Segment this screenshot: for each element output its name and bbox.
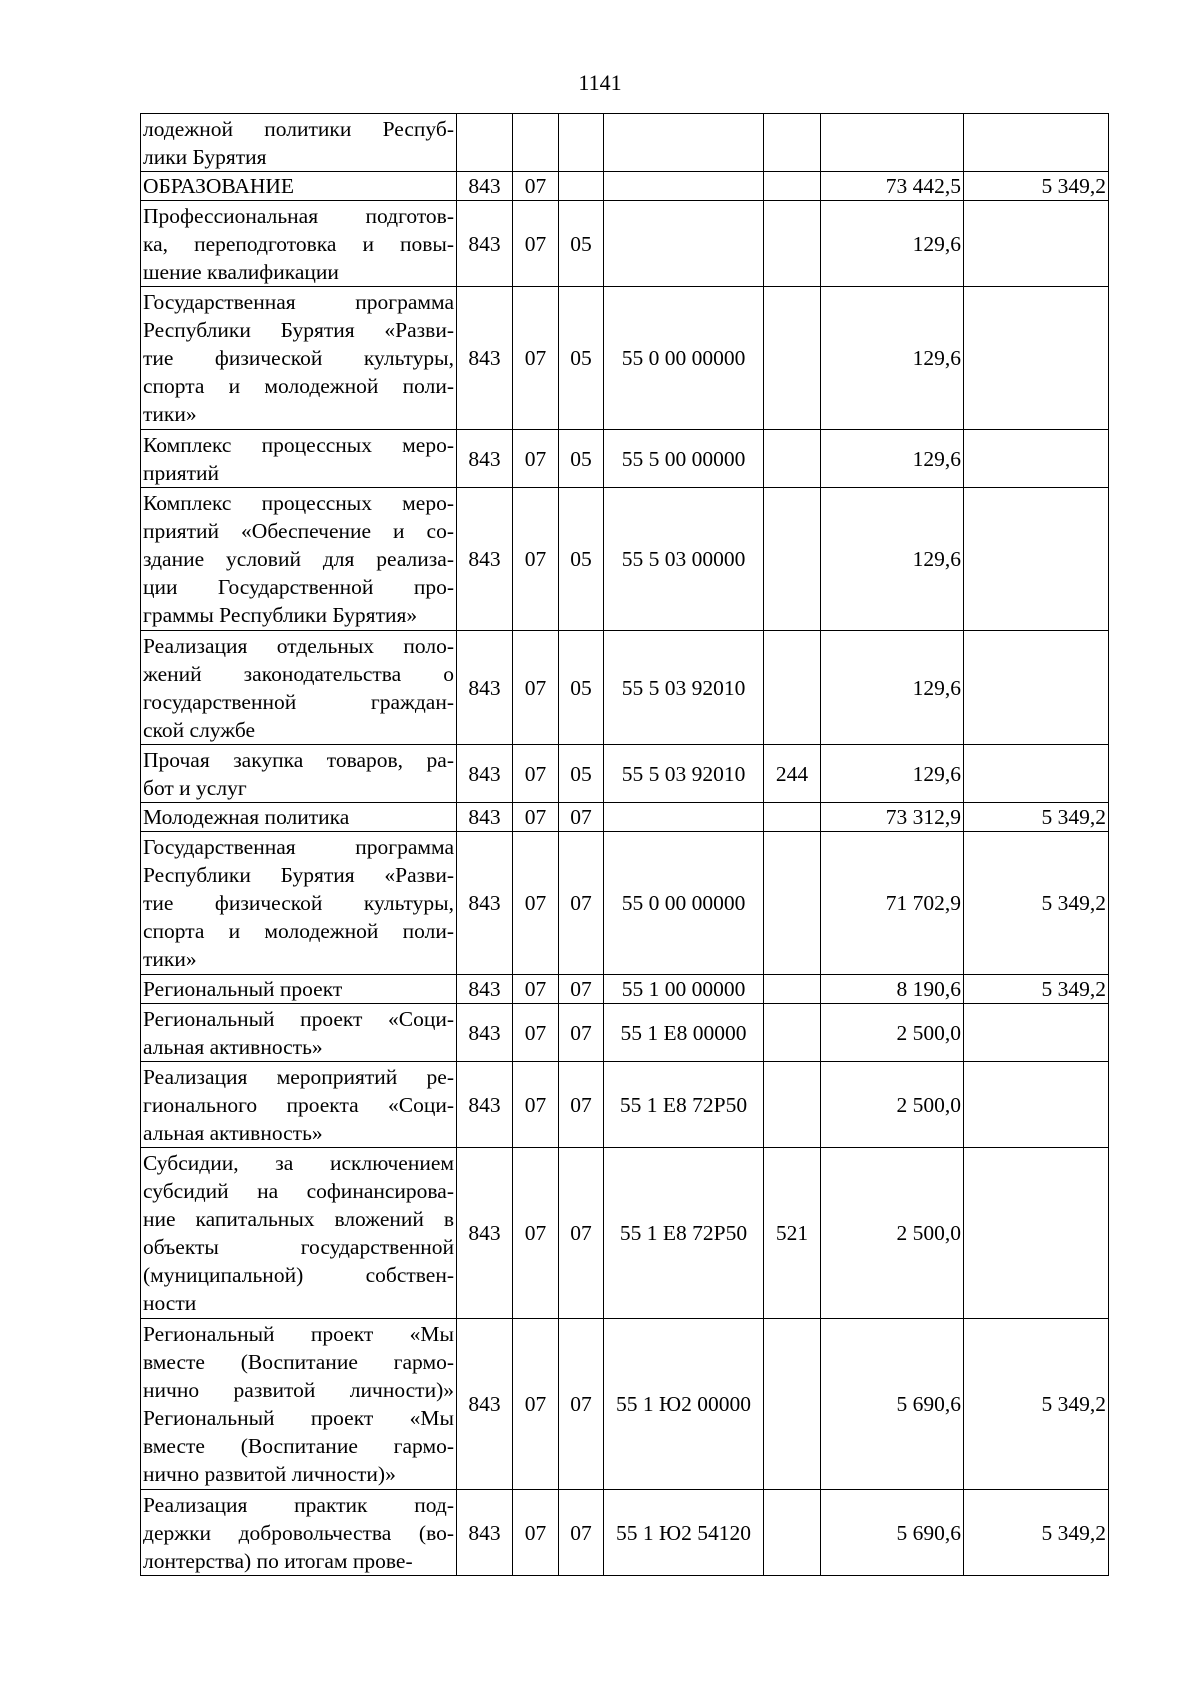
table-row [141,631,1109,745]
row-csr-cell: 55 5 03 92010 [604,745,764,803]
row-csr-cell: 55 1 E8 72P50 [604,1148,764,1319]
row-csr-cell: 55 1 Ю2 00000 [604,1319,764,1490]
row-pr-cell [559,114,604,172]
row-sum-cell: 8 190,6 [821,975,964,1004]
row-rz-cell: 07 [513,832,559,975]
table-row [141,1004,1109,1062]
table-row [141,1148,1109,1319]
row-sum2-cell [964,745,1109,803]
budget-table-body [141,114,1109,1576]
page-number: 1141 [578,70,622,95]
row-pr-cell: 05 [559,488,604,631]
row-sum-cell: 129,6 [821,631,964,745]
row-ved-cell: 843 [457,1490,513,1576]
row-sum2-cell: 5 349,2 [964,1490,1109,1576]
row-ved-cell: 843 [457,631,513,745]
row-pr-cell: 07 [559,832,604,975]
row-csr-cell [604,201,764,287]
table-row [141,975,1109,1004]
row-vr-cell [764,631,821,745]
row-vr-cell [764,832,821,975]
row-name-cell: Государственная программа Республики Бурятия «Разви- тие физической культуры, спорта и молодежной поли- тики» [141,832,457,975]
row-rz-cell: 07 [513,975,559,1004]
row-vr-cell [764,1062,821,1148]
budget-table [140,113,1109,1576]
table-row [141,1490,1109,1576]
row-csr-cell [604,172,764,201]
row-csr-cell: 55 1 E8 00000 [604,1004,764,1062]
row-name-cell: Профессиональная подготов- ка, переподготовка и повы- шение квалификации [141,201,457,287]
row-csr-cell [604,114,764,172]
row-sum-cell: 71 702,9 [821,832,964,975]
row-pr-cell: 05 [559,631,604,745]
row-vr-cell [764,430,821,488]
row-sum2-cell [964,1062,1109,1148]
row-vr-cell: 244 [764,745,821,803]
row-csr-cell: 55 1 00 00000 [604,975,764,1004]
row-vr-cell [764,803,821,832]
row-vr-cell [764,488,821,631]
row-pr-cell: 07 [559,1490,604,1576]
row-rz-cell [513,114,559,172]
row-sum2-cell [964,488,1109,631]
row-ved-cell: 843 [457,803,513,832]
row-pr-cell: 07 [559,1062,604,1148]
row-sum2-cell [964,114,1109,172]
row-sum-cell: 2 500,0 [821,1004,964,1062]
row-ved-cell: 843 [457,201,513,287]
row-ved-cell: 843 [457,1319,513,1490]
row-ved-cell: 843 [457,1004,513,1062]
row-rz-cell: 07 [513,1004,559,1062]
row-ved-cell [457,114,513,172]
table-row [141,172,1109,201]
row-pr-cell: 05 [559,430,604,488]
row-vr-cell: 521 [764,1148,821,1319]
row-vr-cell [764,975,821,1004]
row-sum-cell: 2 500,0 [821,1148,964,1319]
row-sum-cell: 5 690,6 [821,1319,964,1490]
row-vr-cell [764,287,821,430]
row-sum2-cell [964,1004,1109,1062]
row-vr-cell [764,172,821,201]
row-name-cell: Государственная программа Республики Бурятия «Разви- тие физической культуры, спорта и молодежной поли- тики» [141,287,457,430]
row-sum-cell: 129,6 [821,745,964,803]
row-vr-cell [764,201,821,287]
row-name-cell: лодежной политики Респуб- лики Бурятия [141,114,457,172]
row-csr-cell: 55 0 00 00000 [604,832,764,975]
row-vr-cell [764,1319,821,1490]
row-ved-cell: 843 [457,287,513,430]
row-pr-cell: 05 [559,201,604,287]
row-rz-cell: 07 [513,287,559,430]
table-row [141,745,1109,803]
row-name-cell: Молодежная политика [141,803,457,832]
row-name-cell: Региональный проект «Мы вместе (Воспитание гармо- нично развитой личности)» Региональный проект «Мы вместе (Воспитание гармо- нично развитой личности)» [141,1319,457,1490]
row-sum2-cell [964,287,1109,430]
row-rz-cell: 07 [513,1319,559,1490]
row-sum-cell [821,114,964,172]
row-pr-cell: 07 [559,803,604,832]
row-name-cell: Реализация мероприятий ре- гионального проекта «Соци- альная активность» [141,1062,457,1148]
table-row [141,201,1109,287]
row-name-cell: Реализация отдельных поло- жений законодательства о государственной граждан- ской службе [141,631,457,745]
row-rz-cell: 07 [513,1062,559,1148]
row-ved-cell: 843 [457,430,513,488]
row-sum2-cell [964,631,1109,745]
row-csr-cell: 55 1 E8 72P50 [604,1062,764,1148]
table-row [141,832,1109,975]
row-rz-cell: 07 [513,803,559,832]
row-pr-cell: 07 [559,1004,604,1062]
row-sum2-cell: 5 349,2 [964,1319,1109,1490]
row-rz-cell: 07 [513,1148,559,1319]
row-sum2-cell [964,1148,1109,1319]
table-row [141,803,1109,832]
row-sum2-cell: 5 349,2 [964,975,1109,1004]
row-sum2-cell: 5 349,2 [964,172,1109,201]
row-sum-cell: 129,6 [821,287,964,430]
row-pr-cell: 07 [559,1319,604,1490]
row-name-cell: Прочая закупка товаров, ра- бот и услуг [141,745,457,803]
row-rz-cell: 07 [513,172,559,201]
row-ved-cell: 843 [457,1148,513,1319]
row-name-cell: Региональный проект «Соци- альная активность» [141,1004,457,1062]
row-pr-cell [559,172,604,201]
row-vr-cell [764,1490,821,1576]
row-csr-cell: 55 0 00 00000 [604,287,764,430]
row-rz-cell: 07 [513,488,559,631]
row-name-cell: Комплекс процессных меро- приятий [141,430,457,488]
row-sum-cell: 129,6 [821,488,964,631]
table-row [141,488,1109,631]
row-sum-cell: 5 690,6 [821,1490,964,1576]
table-row [141,430,1109,488]
row-ved-cell: 843 [457,832,513,975]
row-sum2-cell [964,430,1109,488]
row-name-cell: ОБРАЗОВАНИЕ [141,172,457,201]
row-ved-cell: 843 [457,488,513,631]
row-sum2-cell: 5 349,2 [964,803,1109,832]
row-csr-cell: 55 5 03 00000 [604,488,764,631]
row-pr-cell: 07 [559,975,604,1004]
row-rz-cell: 07 [513,745,559,803]
row-vr-cell [764,1004,821,1062]
row-csr-cell [604,803,764,832]
row-sum2-cell [964,201,1109,287]
table-row [141,1319,1109,1490]
row-sum-cell: 129,6 [821,430,964,488]
row-name-cell: Реализация практик под- держки добровольчества (во- лонтерства) по итогам прове- [141,1490,457,1576]
row-csr-cell: 55 1 Ю2 54120 [604,1490,764,1576]
row-rz-cell: 07 [513,201,559,287]
row-ved-cell: 843 [457,1062,513,1148]
row-ved-cell: 843 [457,745,513,803]
row-name-cell: Субсидии, за исключением субсидий на софинансирова- ние капитальных вложений в объекты государственной (муниципальной) собствен- ности [141,1148,457,1319]
row-csr-cell: 55 5 03 92010 [604,631,764,745]
row-csr-cell: 55 5 00 00000 [604,430,764,488]
table-row [141,114,1109,172]
row-pr-cell: 07 [559,1148,604,1319]
row-rz-cell: 07 [513,430,559,488]
row-sum-cell: 73 442,5 [821,172,964,201]
row-pr-cell: 05 [559,745,604,803]
row-rz-cell: 07 [513,631,559,745]
row-rz-cell: 07 [513,1490,559,1576]
row-sum2-cell: 5 349,2 [964,832,1109,975]
row-sum-cell: 73 312,9 [821,803,964,832]
row-name-cell: Региональный проект [141,975,457,1004]
row-sum-cell: 2 500,0 [821,1062,964,1148]
row-pr-cell: 05 [559,287,604,430]
row-sum-cell: 129,6 [821,201,964,287]
table-row [141,1062,1109,1148]
row-name-cell: Комплекс процессных меро- приятий «Обеспечение и со- здание условий для реализа- ции Государственной про- граммы Республики Бурятия» [141,488,457,631]
row-ved-cell: 843 [457,975,513,1004]
row-ved-cell: 843 [457,172,513,201]
table-row [141,287,1109,430]
row-vr-cell [764,114,821,172]
